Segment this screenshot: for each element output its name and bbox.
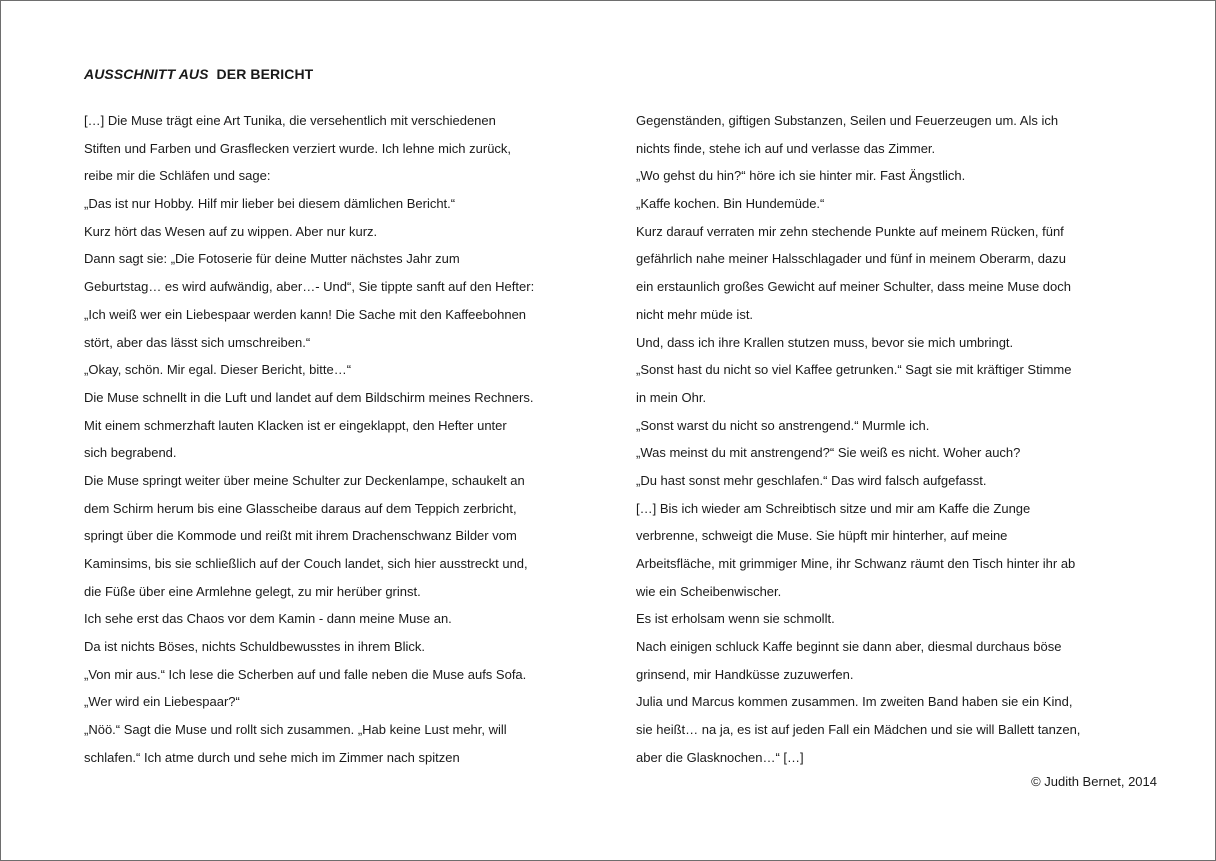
text-line: aber die Glasknochen…“ […] [636, 749, 804, 765]
text-line: nicht mehr müde ist. [636, 306, 754, 322]
text-line: schlafen.“ Ich atme durch und sehe mich im Zimmer nach spitzen [84, 749, 460, 765]
text-line: „Ich weiß wer ein Liebespaar werden kann! Die Sache mit den Kaffeebohnen [84, 306, 527, 322]
heading-italic-part: AUSSCHNITT AUS [84, 66, 209, 82]
text-line: […] Die Muse trägt eine Art Tunika, die versehentlich mit verschiedenen [84, 113, 496, 128]
text-line: „Du hast sonst mehr geschlafen.“ Das wird falsch aufgefasst. [636, 472, 987, 488]
left-text-column [84, 107, 584, 772]
text-line: Kurz hört das Wesen auf zu wippen. Aber nur kurz. [84, 223, 378, 239]
text-line: Mit einem schmerzhaft lauten Klacken ist er eingeklappt, den Hefter unter [84, 417, 507, 433]
text-line: Ich sehe erst das Chaos vor dem Kamin - dann meine Muse an. [84, 611, 452, 627]
text-line: […] Bis ich wieder am Schreibtisch sitze und mir am Kaffe die Zunge [636, 500, 1031, 516]
text-line: „Wer wird ein Liebespaar?“ [84, 694, 240, 710]
heading-title-part: DER BERICHT [216, 66, 314, 82]
text-line: nichts finde, stehe ich auf und verlasse das Zimmer. [636, 140, 936, 156]
text-line: Julia und Marcus kommen zusammen. Im zweiten Band haben sie ein Kind, [636, 694, 1073, 710]
text-line: Nach einigen schluck Kaffe beginnt sie dann aber, diesmal durchaus böse [636, 639, 1062, 655]
text-line: Arbeitsfläche, mit grimmiger Mine, ihr Schwanz räumt den Tisch hinter ihr ab [636, 556, 1076, 571]
text-line: reibe mir die Schläfen und sage: [84, 168, 271, 184]
copyright-notice: © Judith Bernet, 2014 [1031, 774, 1157, 789]
text-line: in mein Ohr. [636, 389, 707, 405]
text-line: die Füße über eine Armlehne gelegt, zu mir herüber grinst. [84, 583, 421, 599]
text-line: „Okay, schön. Mir egal. Dieser Bericht, bitte…“ [84, 362, 352, 378]
document-heading [84, 66, 313, 82]
text-line: sich begrabend. [84, 445, 177, 461]
right-text-column [636, 107, 1136, 772]
text-line: Kaminsims, bis sie schließlich auf der Couch landet, sich hier ausstreckt und, [84, 556, 528, 571]
text-line: Die Muse springt weiter über meine Schulter zur Deckenlampe, schaukelt an [84, 472, 525, 488]
text-line: Stiften und Farben und Grasflecken verziert wurde. Ich lehne mich zurück, [84, 140, 512, 156]
text-line: „Wo gehst du hin?“ höre ich sie hinter mir. Fast Ängstlich. [636, 168, 966, 184]
text-line: Und, dass ich ihre Krallen stutzen muss, bevor sie mich umbringt. [636, 334, 1014, 350]
text-line: Geburtstag… es wird aufwändig, aber…- Und“, Sie tippte sanft auf den Hefter: [84, 279, 535, 295]
text-line: ein erstaunlich großes Gewicht auf meiner Schulter, dass meine Muse doch [636, 279, 1071, 295]
text-line: grinsend, mir Handküsse zuzuwerfen. [636, 666, 854, 682]
text-line: „Das ist nur Hobby. Hilf mir lieber bei diesem dämlichen Bericht.“ [84, 196, 456, 212]
text-line: „Nöö.“ Sagt die Muse und rollt sich zusammen. „Hab keine Lust mehr, will [84, 722, 507, 738]
text-line: stört, aber das lässt sich umschreiben.“ [84, 334, 311, 350]
text-line: Es ist erholsam wenn sie schmollt. [636, 611, 835, 627]
text-line: Kurz darauf verraten mir zehn stechende Punkte auf meinem Rücken, fünf [636, 223, 1064, 239]
text-line: Dann sagt sie: „Die Fotoserie für deine Mutter nächstes Jahr zum [84, 251, 460, 267]
text-line: „Sonst hast du nicht so viel Kaffee getrunken.“ Sagt sie mit kräftiger Stimme [636, 362, 1072, 378]
text-line: gefährlich nahe meiner Halsschlagader und fünf in meinem Oberarm, dazu [636, 251, 1066, 267]
text-line: Gegenständen, giftigen Substanzen, Seilen und Feuerzeugen um. Als ich [636, 113, 1059, 128]
text-line: springt über die Kommode und reißt mit ihrem Drachenschwanz Bilder vom [84, 528, 517, 544]
text-line: Die Muse schnellt in die Luft und landet auf dem Bildschirm meines Rechners. [84, 389, 534, 405]
text-line: „Kaffe kochen. Bin Hundemüde.“ [636, 196, 825, 212]
text-line: „Von mir aus.“ Ich lese die Scherben auf und falle neben die Muse aufs Sofa. [84, 666, 527, 682]
text-line: dem Schirm herum bis eine Glasscheibe daraus auf dem Teppich zerbricht, [84, 500, 517, 516]
text-line: „Sonst warst du nicht so anstrengend.“ Murmle ich. [636, 417, 930, 433]
text-line: Da ist nichts Böses, nichts Schuldbewusstes in ihrem Blick. [84, 639, 426, 655]
text-line: wie ein Scheibenwischer. [636, 583, 782, 599]
text-line: „Was meinst du mit anstrengend?“ Sie weiß es nicht. Woher auch? [636, 445, 1021, 461]
text-line: verbrenne, schweigt die Muse. Sie hüpft mir hinterher, auf meine [636, 528, 1008, 544]
text-line: sie heißt… na ja, es ist auf jeden Fall ein Mädchen und sie will Ballett tanzen, [636, 722, 1081, 738]
